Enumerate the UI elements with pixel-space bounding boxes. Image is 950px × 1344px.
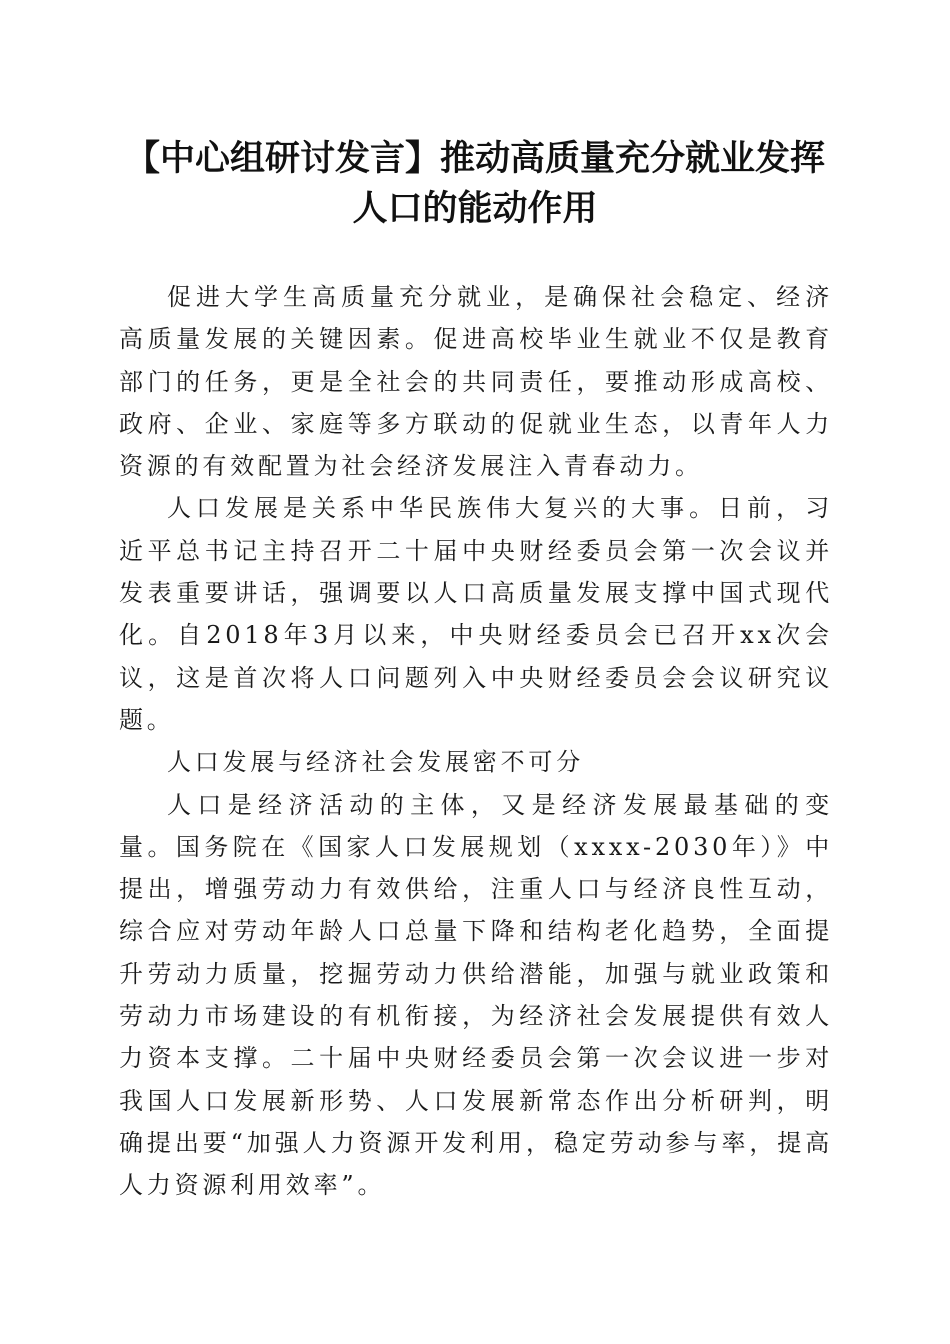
document-title xyxy=(100,134,850,234)
paragraph-2: 人口发展是关系中华民族伟大复兴的大事。日前，习近平总书记主持召开二十届中央财经委员会第一次会议并发表重要讲话，强调要以人口高质量发展支撑中国式现代化。自2018年3月以来，中央财经委员会已召开xx次会议，这是首次将人口问题列入中央财经委员会会议研究议题。 xyxy=(119,494,833,734)
document-body xyxy=(119,276,833,1207)
paragraph-1: 促进大学生高质量充分就业，是确保社会稳定、经济高质量发展的关键因素。促进高校毕业生就业不仅是教育部门的任务，更是全社会的共同责任，要推动形成高校、政府、企业、家庭等多方联动的促就业生态，以青年人力资源的有效配置为社会经济发展注入青春动力。 xyxy=(119,283,833,481)
section-heading: 人口发展与经济社会发展密不可分 xyxy=(167,748,584,777)
paragraph-3: 人口是经济活动的主体，又是经济发展最基础的变量。国务院在《国家人口发展规划（xxxx-2030年）》中提出，增强劳动力有效供给，注重人口与经济良性互动，综合应对劳动年龄人口总量下降和结构老化趋势，全面提升劳动力质量，挖掘劳动力供给潜能，加强与就业政策和劳动力市场建设的有机衔接，为经济社会发展提供有效人力资本支撑。二十届中央财经委员会第一次会议进一步对我国人口发展新形势、人口发展新常态作出分析研判，明确提出要“加强人力资源开发利用，稳定劳动参与率，提高人力资源利用效率”。 xyxy=(119,790,833,1200)
title-line-2: 人口的能动作用 xyxy=(352,189,598,229)
title-line-1: 【中心组研讨发言】推动高质量充分就业发挥 xyxy=(124,139,825,179)
